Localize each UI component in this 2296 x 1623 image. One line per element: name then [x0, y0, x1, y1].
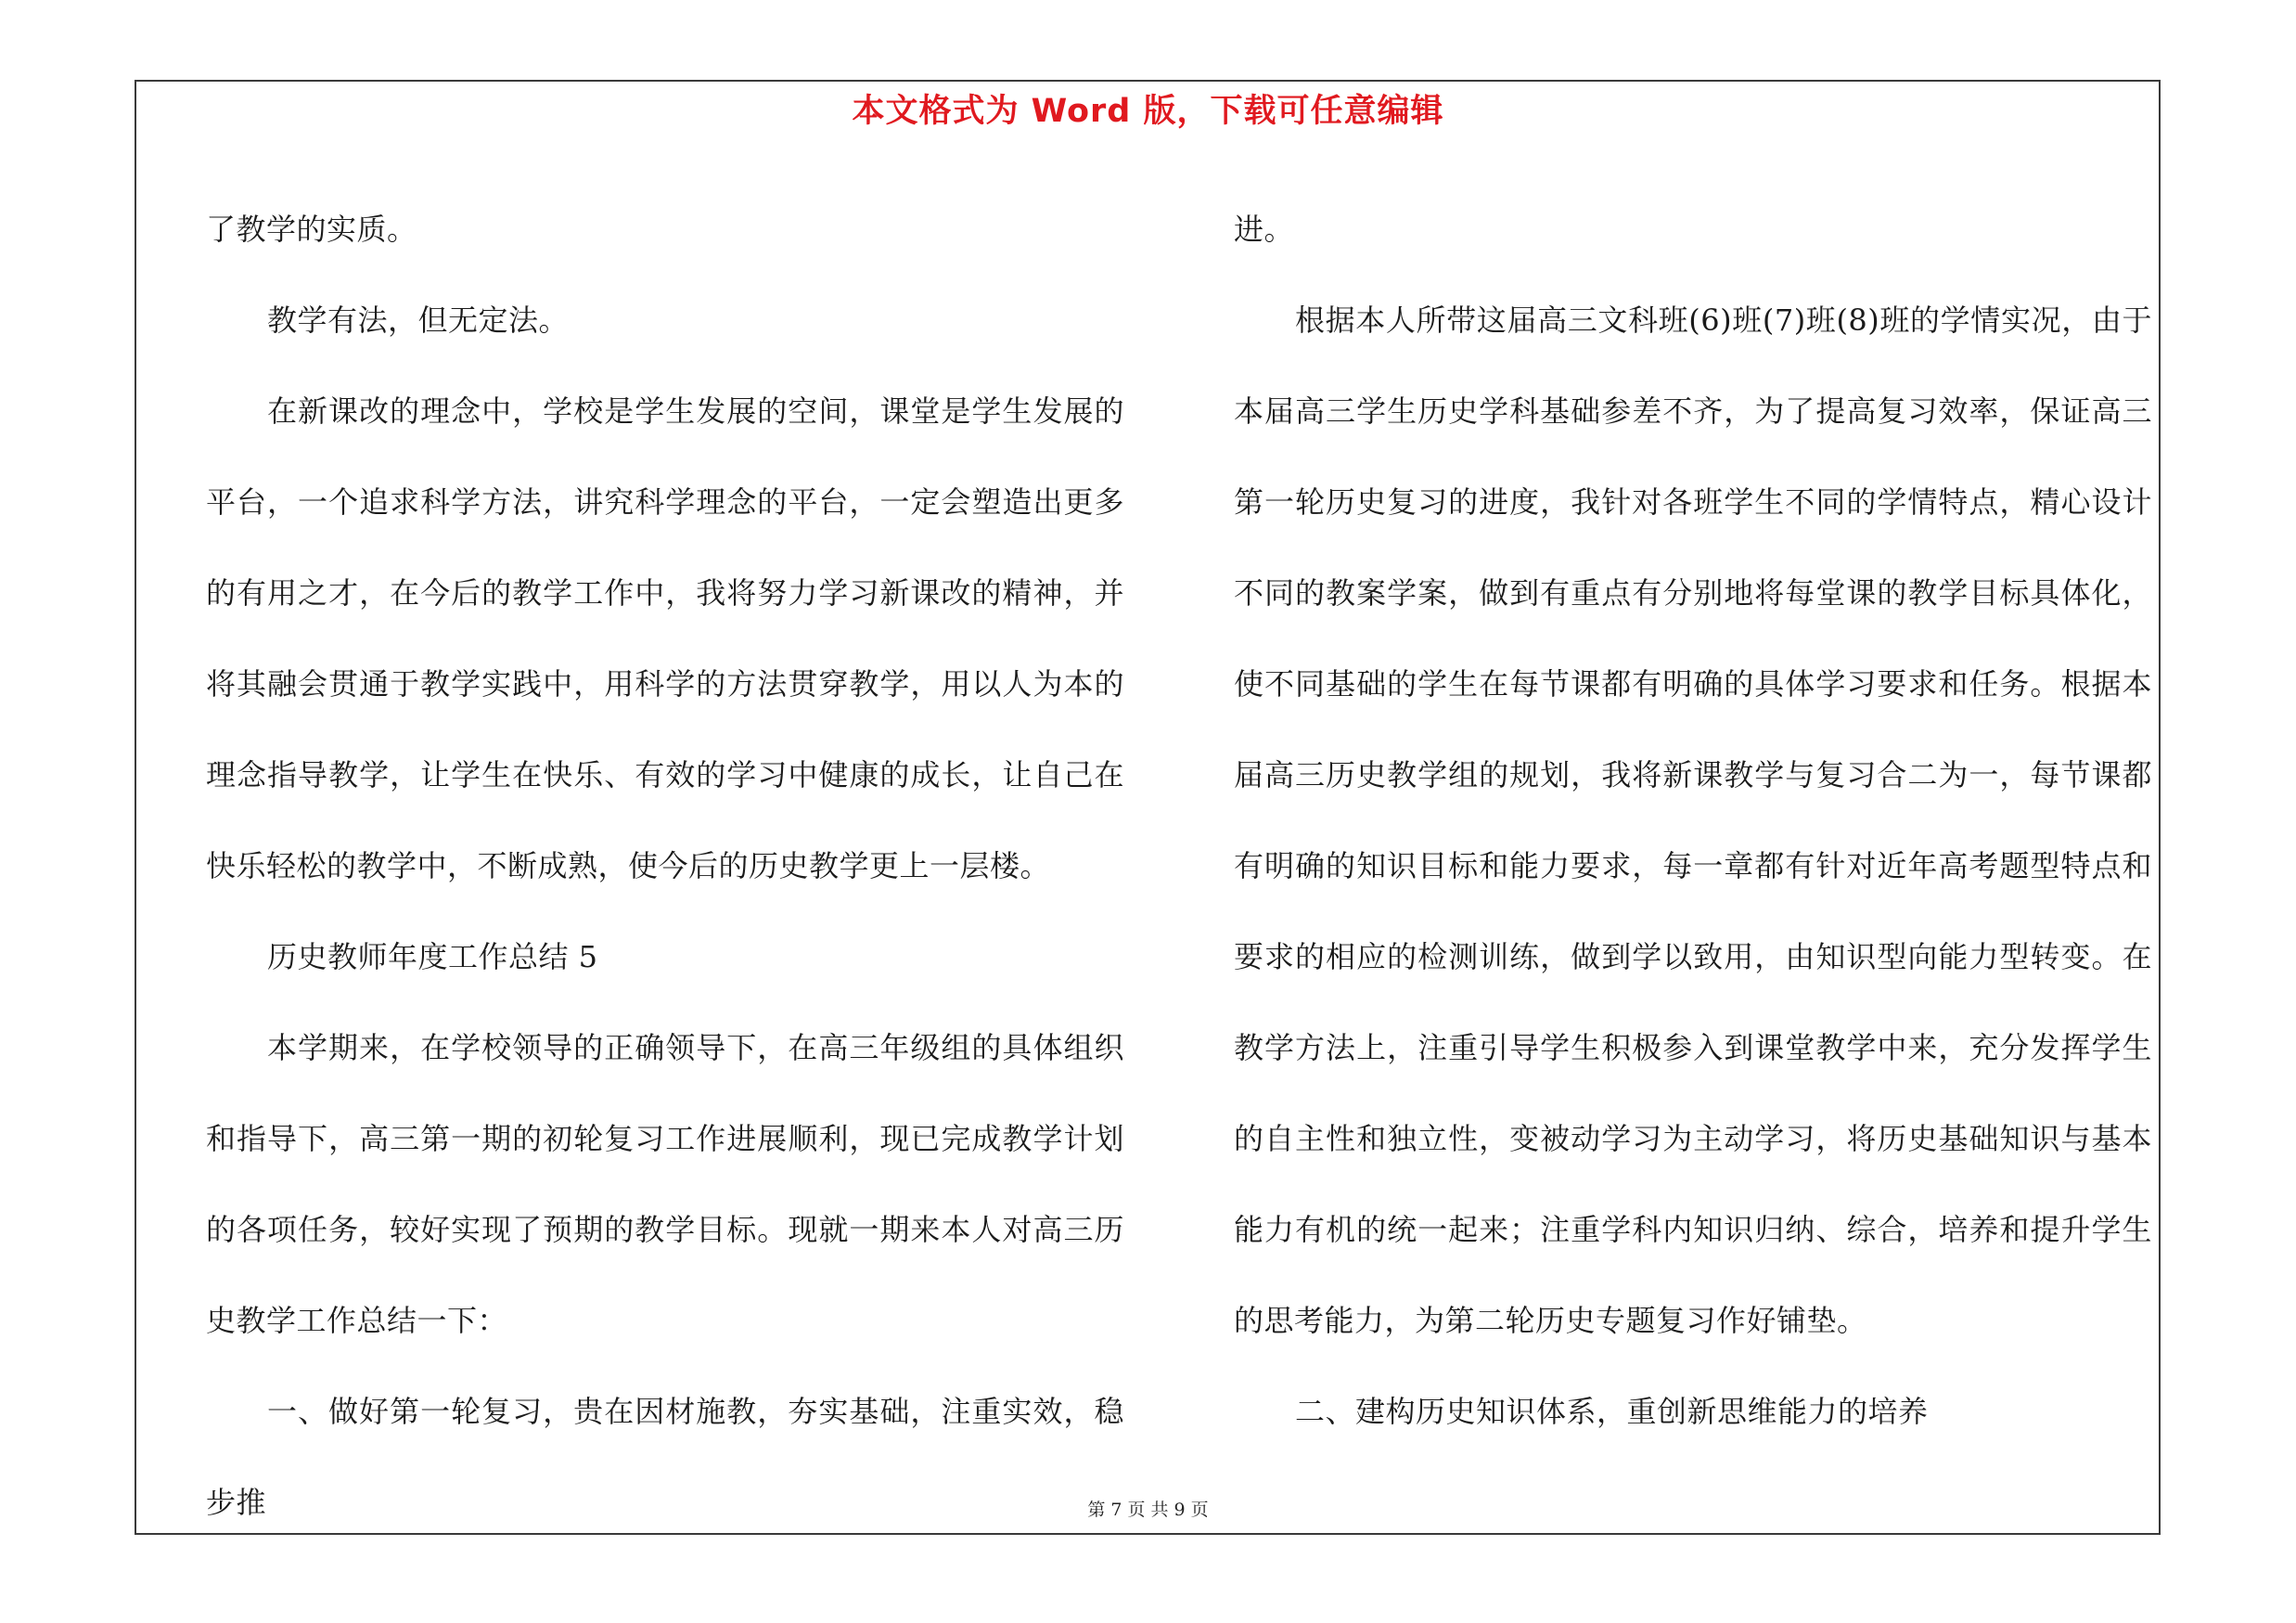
- section-heading: 历史教师年度工作总结 5: [267, 939, 598, 974]
- paragraph: 进。: [1234, 212, 1295, 247]
- format-banner: 本文格式为 Word 版，下载可任意编辑: [852, 93, 1444, 130]
- page-number: 第 7 页 共 9 页: [1087, 1500, 1209, 1520]
- paragraph: 根据本人所带这届高三文科班(6)班(7)班(8)班的学情实况，由于本届高三学生历史学科基础参差不齐，为了提高复习效率，保证高三第一轮历史复习的进度，我针对各班学生不同的学情特点，精心设计不同的教案学案，做到有重点有分别地将每堂课的教学目标具体化，使不同基础的学生在每节课都有明确的具体学习要求和任务。根据本届高三历史教学组的规划，我将新课教学与复习合二为一，每节课都有明确的知识目标和能力要求，每一章都有针对近年高考题型特点和要求的相应的检测训练，做到学以致用，由知识型向能力型转变。在教学方法上，注重引导学生积极参入到课堂教学中来，充分发挥学生的自主性和独立性，变被动学习为主动学习，将历史基础知识与基本能力有机的统一起来；注重学科内知识归纳、综合，培养和提升学生的思考能力，为第二轮历史专题复习作好铺垫。: [1234, 303, 2152, 1338]
- paragraph: 在新课改的理念中，学校是学生发展的空间，课堂是学生发展的平台，一个追求科学方法，讲究科学理念的平台，一定会塑造出更多的有用之才，在今后的教学工作中，我将努力学习新课改的精神，并将其融会贯通于教学实践中，用科学的方法贯穿教学，用以人为本的理念指导教学，让学生在快乐、有效的学习中健康的成长，让自己在快乐轻松的教学中，不断成熟，使今后的历史教学更上一层楼。: [206, 393, 1124, 883]
- paragraph: 本学期来，在学校领导的正确领导下，在高三年级组的具体组织和指导下，高三第一期的初轮复习工作进展顺利，现已完成教学计划的各项任务，较好实现了预期的教学目标。现就一期来本人对高三历史教学工作总结一下：: [206, 1030, 1124, 1338]
- right-column: [1234, 184, 2152, 1457]
- paragraph: 教学有法，但无定法。: [267, 303, 570, 338]
- left-column: [206, 184, 1124, 1548]
- paragraph: 了教学的实质。: [206, 212, 417, 247]
- section-heading: 二、建构历史知识体系，重创新思维能力的培养: [1295, 1394, 1929, 1429]
- paragraph: 一、做好第一轮复习，贵在因材施教，夯实基础，注重实效，稳步推: [206, 1394, 1124, 1520]
